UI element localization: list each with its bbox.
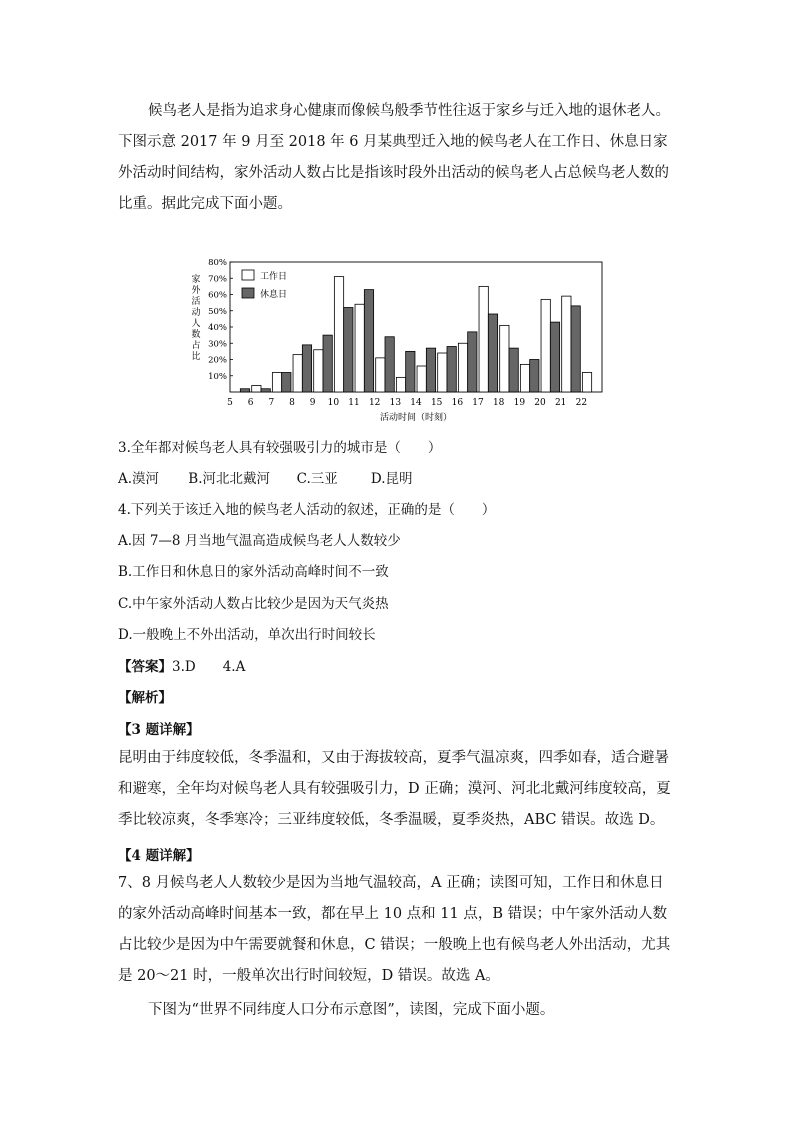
bar-restday [488, 314, 497, 392]
x-tick-label: 19 [513, 398, 526, 408]
x-tick-label: 18 [492, 398, 505, 408]
y-tick-label: 30% [208, 339, 227, 350]
bar-workday [438, 353, 447, 392]
detail3-text: 昆明由于纬度较低，冬季温和，又由于海拔较高，夏季气温凉爽，四季如春，适合避暑和避寒，全年均对候鸟老人具有较强吸引力，D 正确；漠河、河北北戴河纬度较高，夏季比较凉爽，冬季寒冷；三亚纬度较低，冬季温暖，夏季炎热，ABC 错误。故选 D。 [118, 750, 671, 828]
detail3-label: 【3 题详解】 [118, 722, 200, 738]
bar-workday [252, 386, 261, 393]
bar-restday [302, 345, 311, 392]
q4-stem: 4.下列关于该迁入地的候鸟老人活动的叙述，正确的是（ ） [118, 502, 496, 518]
q4-option-a[interactable]: A.因 7—8 月当地气温高造成候鸟老人人数较少 [118, 533, 401, 549]
bar-workday [417, 366, 426, 392]
bar-workday [582, 373, 591, 393]
x-tick-label: 15 [430, 398, 443, 408]
bar-workday [272, 373, 281, 393]
q3-option-d[interactable]: D.昆明 [370, 471, 413, 487]
bar-restday [426, 348, 435, 392]
answer-label: 【答案】 [118, 659, 172, 675]
legend-swatch [242, 270, 254, 280]
x-tick-label: 21 [554, 398, 567, 408]
x-tick-label: 10 [327, 398, 340, 408]
x-tick-label: 20 [534, 398, 546, 408]
y-axis-title-char: 数 [191, 330, 201, 340]
y-axis-title-char: 外 [191, 286, 201, 296]
bar-workday [562, 296, 571, 392]
y-tick-label: 20% [208, 355, 227, 366]
x-tick-label: 13 [389, 398, 402, 408]
bar-restday [240, 389, 249, 392]
bar-restday [447, 347, 456, 393]
bar-restday [406, 351, 415, 392]
x-axis-label: 活动时间（时刻） [379, 413, 453, 423]
y-axis-title-char: 活 [191, 297, 201, 307]
bar-restday [364, 290, 373, 392]
x-tick-label: 14 [410, 398, 422, 408]
bar-restday [282, 373, 291, 393]
detail4-label: 【4 题详解】 [118, 848, 200, 864]
legend-label: 休息日 [260, 290, 288, 300]
bar-restday [571, 306, 580, 392]
x-tick-label: 9 [309, 398, 316, 408]
x-tick-label: 5 [227, 398, 233, 408]
next-intro: 下图为“世界不同纬度人口分布示意图”，读图，完成下面小题。 [148, 1002, 555, 1018]
y-tick-label: 40% [208, 323, 227, 333]
y-tick-label: 80% [208, 258, 227, 268]
x-tick-label: 7 [268, 398, 275, 408]
x-tick-label: 22 [575, 398, 588, 408]
bar-workday [479, 286, 488, 392]
y-tick-label: 70% [208, 274, 227, 285]
bar-workday [520, 364, 529, 392]
x-tick-label: 12 [368, 398, 381, 408]
y-tick-label: 50% [208, 306, 227, 317]
bar-restday [530, 360, 539, 393]
x-tick-label: 11 [348, 398, 360, 408]
y-axis-title-char: 动 [191, 308, 201, 318]
q3-option-c[interactable]: C.三亚 [296, 471, 338, 487]
q3-stem: 3.全年都对候鸟老人具有较强吸引力的城市是（ ） [118, 440, 442, 456]
bar-restday [468, 332, 477, 392]
x-tick-label: 6 [247, 398, 254, 408]
bar-restday [344, 308, 353, 393]
q3-option-a[interactable]: A.漠河 [118, 471, 160, 487]
legend-swatch [242, 288, 254, 298]
q4-option-b[interactable]: B.工作日和休息日的家外活动高峰时间不一致 [118, 564, 389, 580]
bar-workday [458, 343, 467, 392]
y-tick-label: 60% [208, 290, 227, 301]
bar-workday [500, 325, 509, 392]
chart-plot-area [208, 258, 602, 423]
bar-restday [261, 389, 270, 392]
bar-workday [376, 358, 385, 392]
bar-workday [396, 377, 405, 392]
intro-paragraph: 候鸟老人是指为追求身心健康而像候鸟般季节性往返于家乡与迁入地的退休老人。下图示意 2017 年 9 月至 2018 年 6 月某典型迁入地的候鸟老人在工作日、休息日家外活动时间结构，家外活动人数占比是指该时段外出活动的候鸟老人占总候鸟老人数的比重。据此完成下面小题。 [118, 103, 670, 212]
bar-restday [323, 335, 332, 392]
y-tick-label: 10% [208, 371, 227, 382]
x-tick-label: 8 [289, 398, 295, 408]
analysis-label: 【解析】 [118, 690, 172, 706]
bar-restday [509, 348, 518, 392]
y-axis-title-char: 占 [191, 341, 201, 351]
activity-chart [190, 252, 620, 428]
y-axis-title-char: 比 [191, 352, 201, 362]
bar-workday [355, 304, 364, 392]
answer-line [118, 655, 245, 675]
y-axis-title-char: 家 [191, 275, 201, 285]
bar-restday [550, 322, 559, 392]
answer-value: 3.D 4.A [172, 659, 246, 675]
bar-restday [385, 337, 394, 392]
q3-option-b[interactable]: B.河北北戴河 [188, 471, 271, 487]
y-axis-title [191, 273, 201, 362]
bar-workday [314, 350, 323, 392]
y-axis-title-char: 人 [191, 319, 201, 329]
q3-options [118, 467, 413, 487]
legend-label: 工作日 [260, 272, 288, 282]
bar-workday [293, 355, 302, 392]
x-tick-label: 16 [451, 398, 464, 408]
q4-option-c[interactable]: C.中午家外活动人数占比较少是因为天气炎热 [118, 596, 389, 612]
bar-workday [334, 277, 343, 392]
bar-workday [541, 299, 550, 392]
q4-option-d[interactable]: D.一般晚上不外出活动，单次出行时间较长 [118, 627, 376, 643]
detail4-text: 7、8 月候鸟老人人数较少是因为当地气温较高，A 正确；读图可知，工作日和休息日的家外活动高峰时间基本一致，都在早上 10 点和 11 点，B 错误；中午家外活动人数占比较少是因为中午需要就餐和休息，C 错误；一般晚上也有候鸟老人外出活动，尤其是 20～21 时，一般单次出行时间较短，D 错误。故选 A。 [118, 875, 671, 984]
x-tick-label: 17 [472, 398, 484, 408]
